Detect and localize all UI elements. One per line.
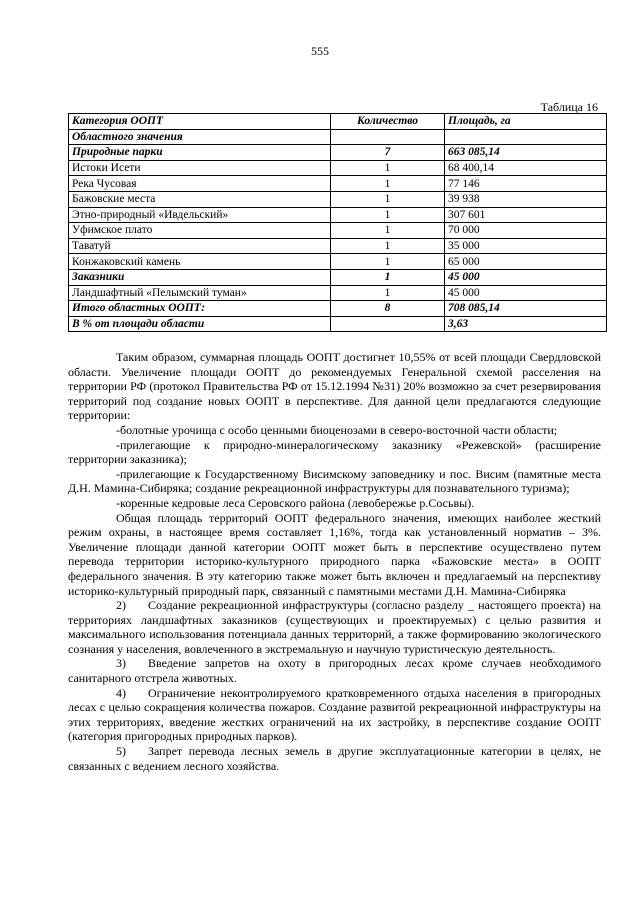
table-row [69, 316, 607, 332]
cell-area: 307 601 [445, 207, 607, 223]
table-row [69, 254, 607, 270]
cell-area: 3,63 [445, 316, 607, 332]
cell-area: 35 000 [445, 238, 607, 254]
header-category: Категория ООПТ [69, 114, 331, 130]
cell-area: 77 146 [445, 176, 607, 192]
cell-count: 7 [331, 145, 445, 161]
table-row [69, 207, 607, 223]
table-caption: Таблица 16 [540, 100, 598, 114]
cell-category: Итого областных ООПТ: [69, 301, 331, 317]
table-row [69, 285, 607, 301]
list-number: 2) [116, 598, 126, 613]
cell-count [331, 316, 445, 332]
paragraph [68, 598, 601, 656]
paragraph-text: Введение запретов на охоту в пригородных лесах кроме случаев необходимого санитарного отстрела животных. [68, 656, 601, 686]
table-row [69, 238, 607, 254]
paragraph [68, 656, 601, 685]
cell-count: 1 [331, 223, 445, 239]
cell-category: Заказники [69, 269, 331, 285]
cell-category: Истоки Исети [69, 160, 331, 176]
table-row [69, 223, 607, 239]
cell-category: Конжаковский камень [69, 254, 331, 270]
table-row [69, 145, 607, 161]
table-row [69, 191, 607, 207]
cell-area: 708 085,14 [445, 301, 607, 317]
paragraph-text: -прилегающие к Государственному Висимскому заповеднику и пос. Висим (памятные места Д.Н. Мамина-Сибиряка; создание рекреационной инфраструктуры для познавательного туризма); [68, 466, 601, 496]
paragraph [68, 744, 601, 773]
cell-area: 39 938 [445, 191, 607, 207]
table-row [69, 176, 607, 192]
body-text [68, 350, 601, 773]
list-number: 3) [116, 656, 126, 671]
paragraph [68, 350, 601, 423]
cell-category: Ландшафтный «Пелымский туман» [69, 285, 331, 301]
cell-category: Уфимское плато [69, 223, 331, 239]
cell-category: Таватуй [69, 238, 331, 254]
cell-area: 663 085,14 [445, 145, 607, 161]
cell-count: 1 [331, 285, 445, 301]
paragraph-text: Ограничение неконтролируемого кратковременного отдыха населения в пригородных лесах с целью сокращения количества пожаров. Создание развитой рекреационной инфраструктуры на этих территориях, введение жестких ограничений на их застройку, в перспективе создание ООПТ (категория пригородных природных парков). [68, 685, 601, 744]
paragraph [68, 423, 601, 438]
paragraph [68, 511, 601, 599]
cell-count: 1 [331, 254, 445, 270]
table-row [69, 301, 607, 317]
paragraph [68, 496, 601, 511]
paragraph-text: Запрет перевода лесных земель в другие эксплуатационные категории в целях, не связанных с ведением лесного хозяйства. [68, 744, 601, 773]
paragraph-text: -болотные урочища с особо ценными биоценозами в северо-восточной части области; [116, 422, 558, 437]
list-number: 4) [116, 685, 126, 700]
paragraph-text: Таким образом, суммарная площадь ООПТ достигнет 10,55% от всей площади Свердловской области. Увеличение площади ООПТ до рекомендуемых Генеральной схемой расселения на территории РФ (протокол Правительства РФ от 15.12.1994 №31) 20% возможно за счет резервирования территорий под создание новых ООПТ в перспективе. Для данной цели предлагаются следующие территории: [68, 350, 601, 423]
cell-count: 1 [331, 238, 445, 254]
cell-area [445, 129, 607, 145]
cell-category: В % от площади области [69, 316, 331, 332]
cell-count: 1 [331, 191, 445, 207]
paragraph-text: Создание рекреационной инфраструктуры (согласно разделу _ настоящего проекта) на территориях ландшафтных заказников (существующих и проектируемых) с целью развития и максимального использования потенциала данных территорий, а также формированию экологического сознания у населения, вовлеченного в экстремальную и научную туристическую деятельность. [68, 598, 601, 656]
paragraph [68, 686, 601, 744]
cell-category: Природные парки [69, 145, 331, 161]
cell-category: Бажовские места [69, 191, 331, 207]
protected-areas-table [68, 113, 607, 332]
list-number: 5) [116, 744, 126, 759]
cell-count [331, 129, 445, 145]
table-header-row [69, 114, 607, 130]
table-row [69, 129, 607, 145]
paragraph [68, 438, 601, 467]
paragraph-text: -коренные кедровые леса Серовского района (левобережье р.Сосьвы). [116, 495, 475, 510]
cell-count: 1 [331, 160, 445, 176]
cell-count: 1 [331, 269, 445, 285]
cell-count: 1 [331, 176, 445, 192]
page-number: 555 [311, 44, 329, 58]
cell-count: 1 [331, 207, 445, 223]
paragraph [68, 467, 601, 496]
table-row [69, 160, 607, 176]
cell-category: Река Чусовая [69, 176, 331, 192]
cell-area: 68 400,14 [445, 160, 607, 176]
header-count: Количество [331, 114, 445, 130]
cell-area: 65 000 [445, 254, 607, 270]
cell-category: Областного значения [69, 129, 331, 145]
paragraph-text: Общая площадь территорий ООПТ федерального значения, имеющих наиболее жесткий режим охраны, в настоящее время составляет 1,16%, тогда как установленный норматив – 3%. Увеличение площади данной категории ООПТ может быть в перспективе осуществлено путем перевода территории историко-культурного природного парка «Бажовские места» в ООПТ федерального значения. В эту категорию также может быть включен и предлагаемый на перспективу историко-культурный природный парк, связанный с памятными местами Д.Н. Мамина-Сибиряка [68, 510, 601, 598]
table-row [69, 269, 607, 285]
paragraph-text: -прилегающие к природно-минералогическому заказнику «Режевской» (расширение территории заказника); [68, 437, 601, 467]
cell-count: 8 [331, 301, 445, 317]
cell-category: Этно-природный «Ивдельский» [69, 207, 331, 223]
cell-area: 45 000 [445, 285, 607, 301]
header-area: Площадь, га [445, 114, 607, 130]
cell-area: 70 000 [445, 223, 607, 239]
cell-area: 45 000 [445, 269, 607, 285]
